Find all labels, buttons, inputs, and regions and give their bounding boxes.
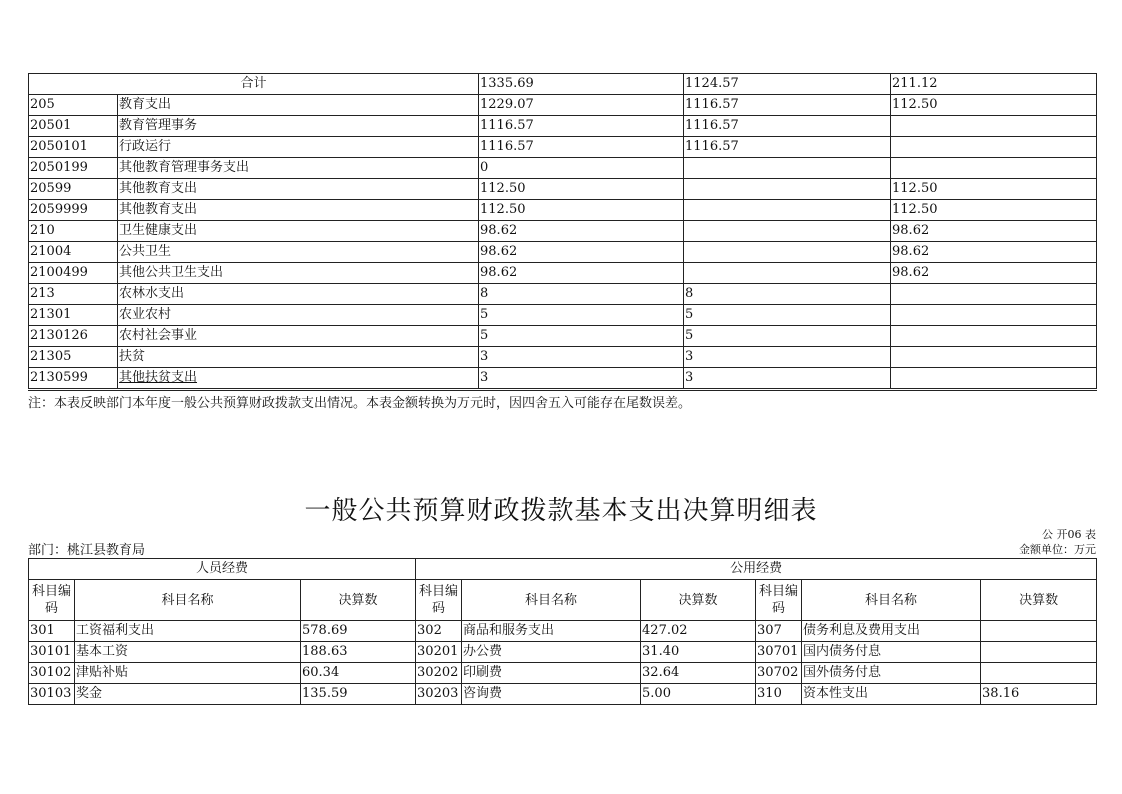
project-amount: 98.62 (891, 221, 1097, 242)
basic-expenditure-table (28, 558, 1097, 705)
project-amount (891, 116, 1097, 137)
form-number: 公 开06 表 (1042, 528, 1096, 541)
subject-name: 其他教育支出 (118, 179, 479, 200)
department-label: 部门：桃江县教育局 (28, 543, 146, 558)
cell-amount: 31.40 (641, 642, 756, 663)
basic-amount: 1116.57 (684, 95, 891, 116)
total-amount: 5 (479, 326, 684, 347)
table-row (29, 137, 1097, 158)
basic-amount (684, 179, 891, 200)
cell-amount: 5.00 (641, 684, 756, 705)
project-amount (891, 137, 1097, 158)
basic-amount: 3 (684, 368, 891, 390)
cell-amount: 188.63 (301, 642, 416, 663)
subject-name: 其他扶贫支出 (118, 368, 479, 390)
header-code: 科目编码 (29, 580, 75, 621)
table-row (29, 284, 1097, 305)
subject-name: 农村社会事业 (118, 326, 479, 347)
basic-amount (684, 158, 891, 179)
cell-code: 30701 (756, 642, 802, 663)
subject-code: 20501 (29, 116, 118, 137)
cell-name: 债务利息及费用支出 (802, 621, 981, 642)
total-amount: 112.50 (479, 200, 684, 221)
subject-name: 教育支出 (118, 95, 479, 116)
subject-code: 2059999 (29, 200, 118, 221)
cell-code: 310 (756, 684, 802, 705)
project-amount (891, 305, 1097, 326)
table-row (29, 368, 1097, 390)
page-title: 一般公共预算财政拨款基本支出决算明细表 (304, 496, 818, 526)
basic-amount: 3 (684, 347, 891, 368)
group-public: 公用经费 (416, 559, 1097, 580)
project-amount (891, 326, 1097, 347)
subject-name: 其他公共卫生支出 (118, 263, 479, 284)
table-row (29, 305, 1097, 326)
table-row (29, 242, 1097, 263)
total-amount: 1229.07 (479, 95, 684, 116)
total-label: 合计 (29, 74, 479, 95)
project-amount (891, 368, 1097, 390)
amount-unit: 金额单位：万元 (1019, 543, 1096, 556)
table-row (29, 221, 1097, 242)
subject-name: 其他教育管理事务支出 (118, 158, 479, 179)
subject-code: 20599 (29, 179, 118, 200)
subject-code: 213 (29, 284, 118, 305)
total-amount: 112.50 (479, 179, 684, 200)
cell-code: 30702 (756, 663, 802, 684)
cell-code: 30101 (29, 642, 75, 663)
cell-code: 30103 (29, 684, 75, 705)
total-amount: 98.62 (479, 242, 684, 263)
subject-code: 2050199 (29, 158, 118, 179)
table-row (29, 621, 1097, 642)
subject-name: 卫生健康支出 (118, 221, 479, 242)
table-note: 注：本表反映部门本年度一般公共预算财政拨款支出情况。本表金额转换为万元时，因四舍五入可能存在尾数误差。 (28, 396, 692, 411)
cell-code: 30201 (416, 642, 462, 663)
cell-amount (981, 642, 1097, 663)
cell-name: 商品和服务支出 (462, 621, 641, 642)
project-amount: 98.62 (891, 242, 1097, 263)
total-amount: 5 (479, 305, 684, 326)
project-amount: 112.50 (891, 179, 1097, 200)
subject-code: 21301 (29, 305, 118, 326)
project-amount: 112.50 (891, 95, 1097, 116)
subject-name: 农林水支出 (118, 284, 479, 305)
cell-name: 津贴补贴 (75, 663, 301, 684)
cell-name: 资本性支出 (802, 684, 981, 705)
cell-amount: 135.59 (301, 684, 416, 705)
project-amount: 211.12 (891, 74, 1097, 95)
cell-amount: 578.69 (301, 621, 416, 642)
basic-amount: 1124.57 (684, 74, 891, 95)
header-code: 科目编码 (416, 580, 462, 621)
cell-name: 国外债务付息 (802, 663, 981, 684)
total-amount: 1116.57 (479, 116, 684, 137)
cell-amount: 60.34 (301, 663, 416, 684)
cell-amount (981, 621, 1097, 642)
basic-amount (684, 221, 891, 242)
table-row (29, 74, 1097, 95)
table-row (29, 684, 1097, 705)
header-amount: 决算数 (301, 580, 416, 621)
table-row (29, 263, 1097, 284)
subject-code: 2130599 (29, 368, 118, 390)
cell-name: 工资福利支出 (75, 621, 301, 642)
total-amount: 1116.57 (479, 137, 684, 158)
table-row (29, 347, 1097, 368)
subject-name: 公共卫生 (118, 242, 479, 263)
total-amount: 3 (479, 347, 684, 368)
project-amount (891, 284, 1097, 305)
group-header-row (29, 559, 1097, 580)
total-amount: 0 (479, 158, 684, 179)
expenditure-table (28, 73, 1097, 391)
cell-name: 咨询费 (462, 684, 641, 705)
group-personnel: 人员经费 (29, 559, 416, 580)
cell-code: 301 (29, 621, 75, 642)
total-amount: 8 (479, 284, 684, 305)
subject-code: 21305 (29, 347, 118, 368)
table-row (29, 179, 1097, 200)
project-amount: 98.62 (891, 263, 1097, 284)
cell-code: 302 (416, 621, 462, 642)
table-row (29, 158, 1097, 179)
basic-amount: 8 (684, 284, 891, 305)
cell-code: 307 (756, 621, 802, 642)
cell-name: 奖金 (75, 684, 301, 705)
cell-name: 国内债务付息 (802, 642, 981, 663)
total-amount: 1335.69 (479, 74, 684, 95)
subject-code: 2050101 (29, 137, 118, 158)
total-amount: 98.62 (479, 263, 684, 284)
header-amount: 决算数 (981, 580, 1097, 621)
header-name: 科目名称 (75, 580, 301, 621)
cell-code: 30203 (416, 684, 462, 705)
header-amount: 决算数 (641, 580, 756, 621)
project-amount (891, 347, 1097, 368)
project-amount (891, 158, 1097, 179)
cell-amount (981, 663, 1097, 684)
table-row (29, 663, 1097, 684)
subject-name: 扶贫 (118, 347, 479, 368)
total-amount: 3 (479, 368, 684, 390)
basic-amount (684, 263, 891, 284)
basic-amount (684, 200, 891, 221)
cell-amount: 32.64 (641, 663, 756, 684)
subject-name: 行政运行 (118, 137, 479, 158)
table-row (29, 116, 1097, 137)
subject-code: 21004 (29, 242, 118, 263)
header-name: 科目名称 (462, 580, 641, 621)
table-row (29, 95, 1097, 116)
header-name: 科目名称 (802, 580, 981, 621)
subject-name: 其他教育支出 (118, 200, 479, 221)
column-header-row (29, 580, 1097, 621)
header-code: 科目编码 (756, 580, 802, 621)
cell-name: 印刷费 (462, 663, 641, 684)
subject-code: 210 (29, 221, 118, 242)
project-amount: 112.50 (891, 200, 1097, 221)
table-row (29, 642, 1097, 663)
basic-amount (684, 242, 891, 263)
subject-name: 农业农村 (118, 305, 479, 326)
subject-code: 2100499 (29, 263, 118, 284)
cell-name: 基本工资 (75, 642, 301, 663)
cell-code: 30102 (29, 663, 75, 684)
subject-code: 205 (29, 95, 118, 116)
basic-amount: 1116.57 (684, 137, 891, 158)
basic-amount: 5 (684, 305, 891, 326)
cell-name: 办公费 (462, 642, 641, 663)
table-row (29, 200, 1097, 221)
cell-code: 30202 (416, 663, 462, 684)
table-row (29, 326, 1097, 347)
subject-name: 教育管理事务 (118, 116, 479, 137)
basic-amount: 1116.57 (684, 116, 891, 137)
total-amount: 98.62 (479, 221, 684, 242)
basic-amount: 5 (684, 326, 891, 347)
subject-code: 2130126 (29, 326, 118, 347)
cell-amount: 427.02 (641, 621, 756, 642)
cell-amount: 38.16 (981, 684, 1097, 705)
